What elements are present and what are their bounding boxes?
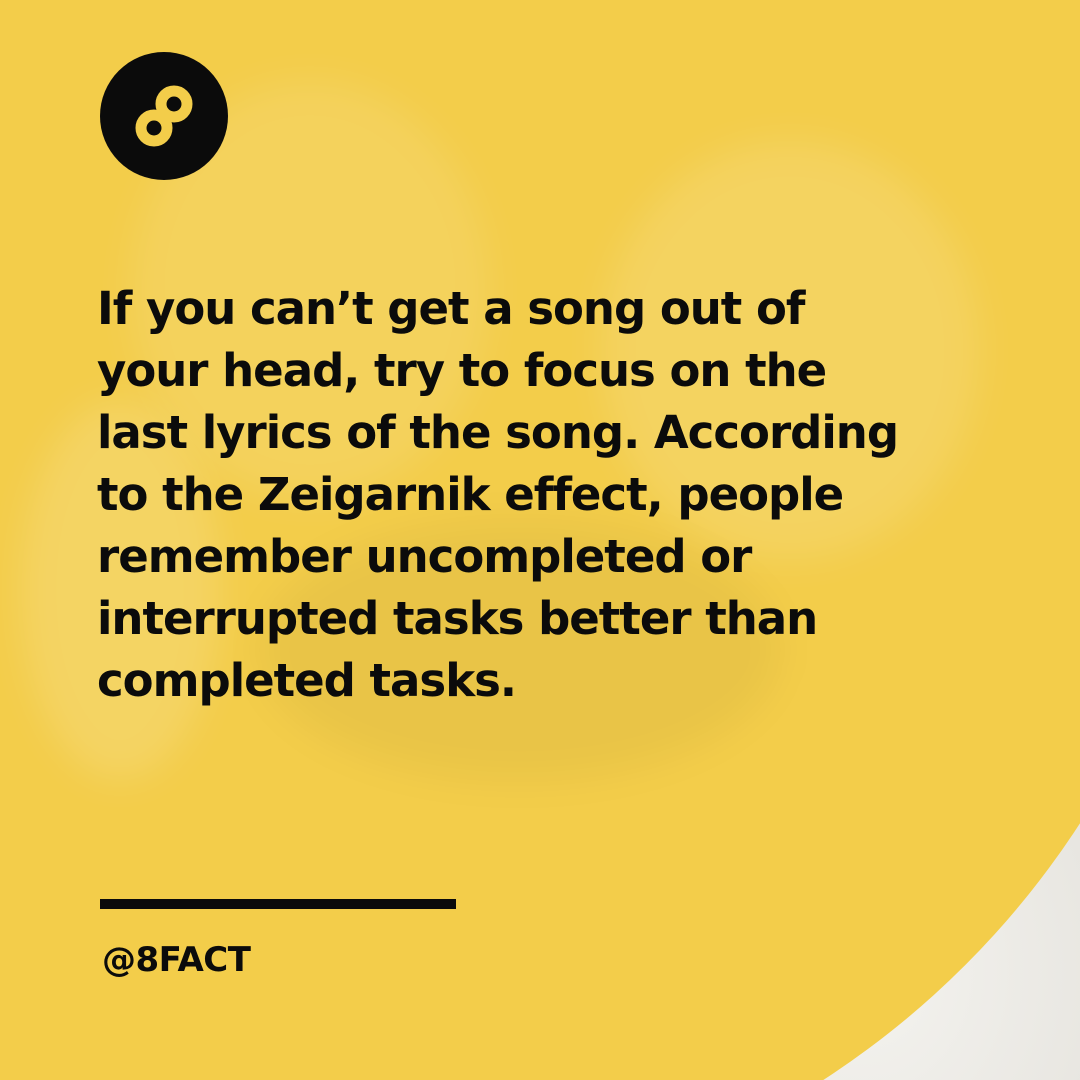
fact-text xyxy=(97,278,997,712)
fact-line: completed tasks. xyxy=(97,654,517,707)
divider xyxy=(100,899,456,909)
fact-line: If you can’t get a song out of xyxy=(97,282,805,335)
fact-line: remember uncompleted or xyxy=(97,530,752,583)
fact-line: last lyrics of the song. According xyxy=(97,406,899,459)
brand-handle: @8FACT xyxy=(102,940,251,980)
infinity-eight-icon xyxy=(125,77,203,155)
fact-line: interrupted tasks better than xyxy=(97,592,818,645)
fact-line: your head, try to focus on the xyxy=(97,344,827,397)
fact-line: to the Zeigarnik effect, people xyxy=(97,468,844,521)
brand-logo xyxy=(100,52,228,180)
